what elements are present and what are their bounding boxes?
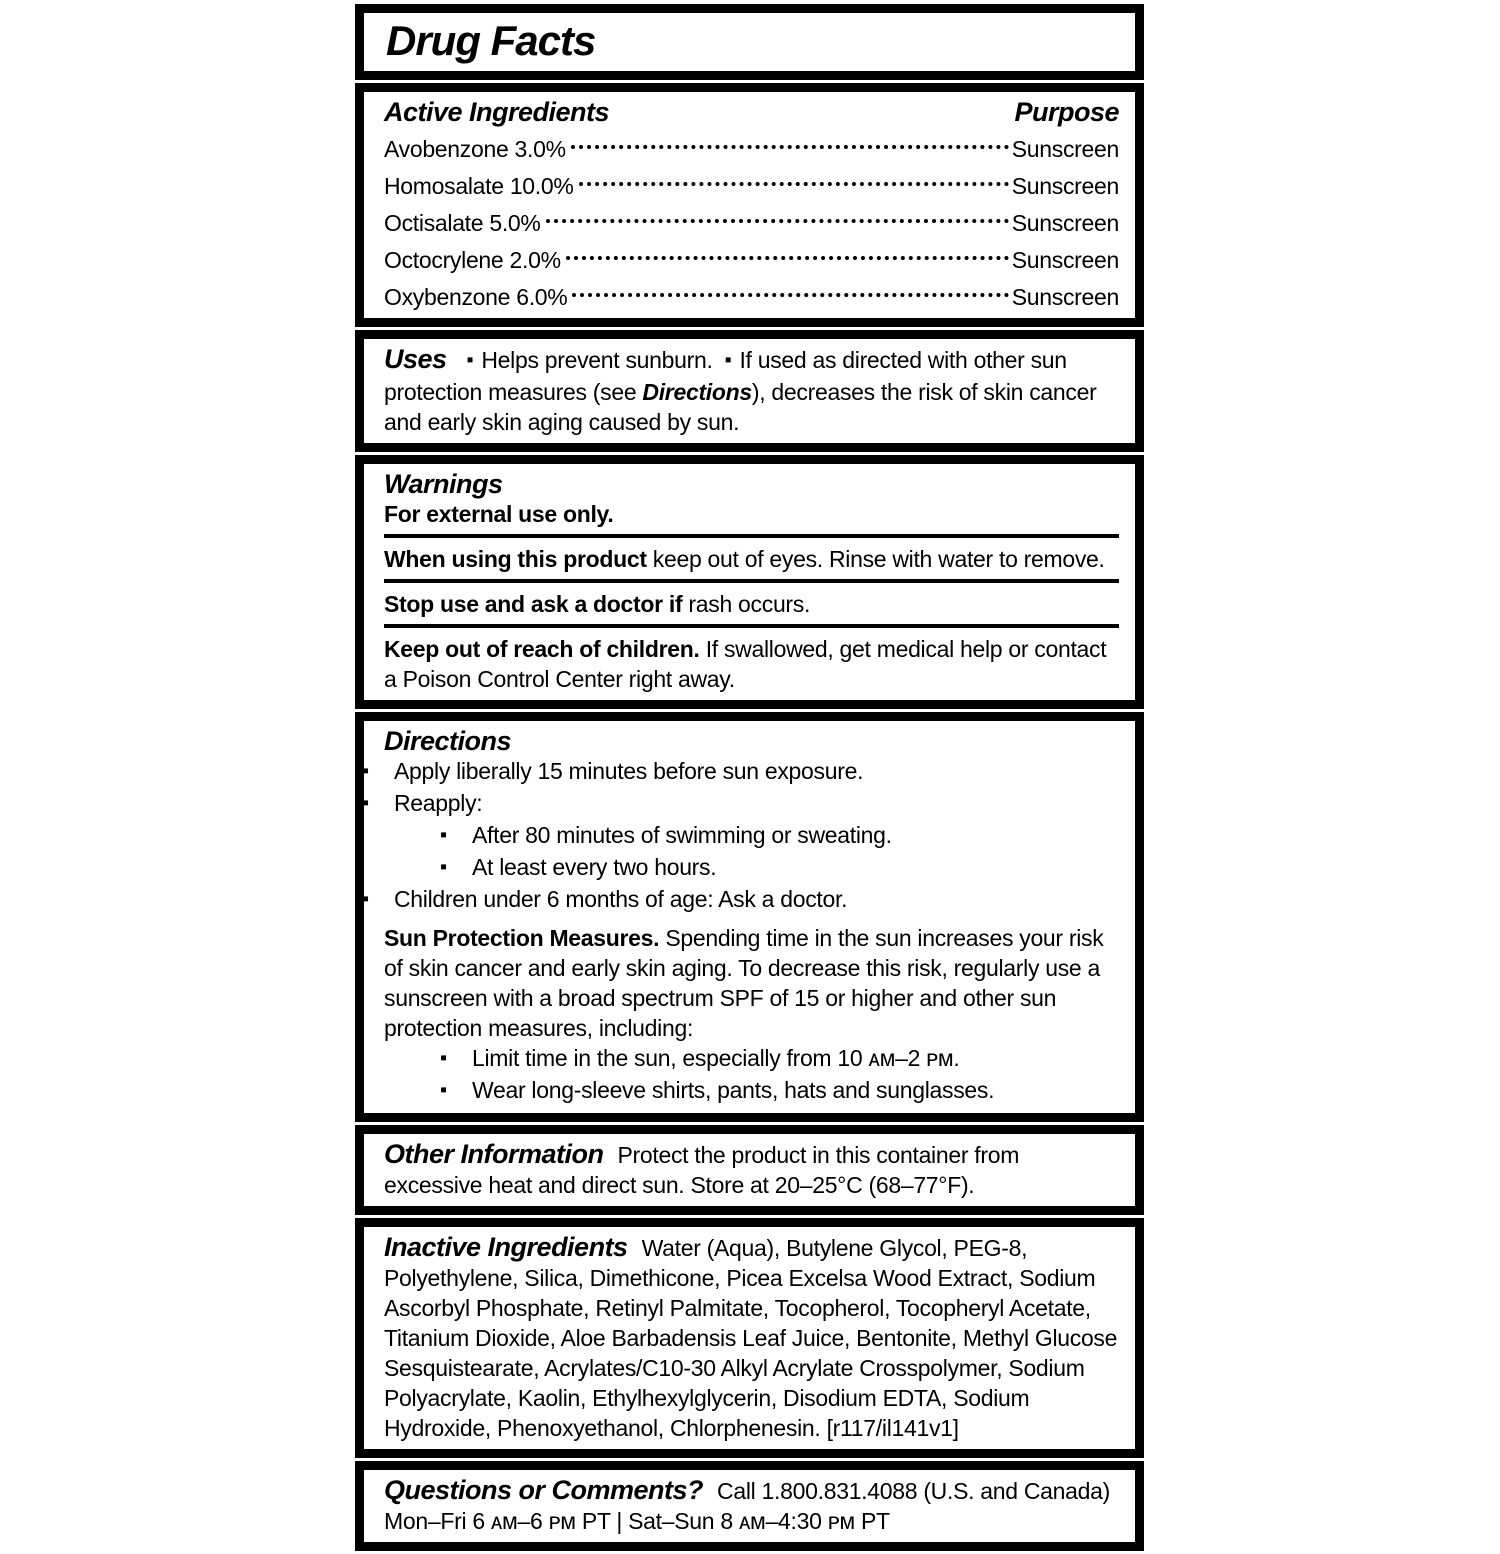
direction-item-two-hours: ▪ At least every two hours. (440, 854, 717, 880)
ingredient-purpose: Sunscreen (1011, 284, 1119, 310)
leader-dots (574, 164, 1012, 194)
other-information-section (355, 1125, 1144, 1215)
uses-item-1: Helps prevent sunburn. (481, 347, 713, 373)
drug-facts-title-box (355, 4, 1144, 80)
ingredient-row (384, 238, 1119, 275)
ingredient-name: Oxybenzone 6.0% (384, 284, 568, 310)
ingredient-purpose: Sunscreen (1011, 136, 1119, 162)
questions-heading: Questions or Comments? (384, 1475, 704, 1505)
inactive-ingredients-paragraph (384, 1232, 1119, 1443)
stop-use-statement (384, 589, 1119, 619)
direction-item-children: ▪ Children under 6 months of age: Ask a doctor. (362, 886, 848, 912)
drug-facts-label (355, 4, 1144, 1554)
keep-out-statement (384, 634, 1119, 694)
stop-use-rest: rash occurs. (682, 591, 811, 617)
external-use-statement: For external use only. (384, 501, 614, 527)
ingredient-row (384, 127, 1119, 164)
leader-dots (566, 127, 1012, 157)
direction-item-after-80: ▪ After 80 minutes of swimming or sweating. (440, 822, 892, 848)
bullet-icon: ▪ (466, 349, 474, 371)
sun-item-limit-time: ▪ Limit time in the sun, especially from 10 ᴀᴍ–2 ᴘᴍ. (440, 1045, 960, 1071)
when-using-statement (384, 544, 1119, 574)
ingredient-purpose: Sunscreen (1011, 173, 1119, 199)
direction-text: Apply liberally 15 minutes before sun exposure. (394, 758, 864, 784)
other-information-text: Protect the product in this container from excessive heat and direct sun. Store at 20–25°C (68–77°F). (384, 1142, 1020, 1198)
ingredient-name: Homosalate 10.0% (384, 173, 574, 199)
uses-heading: Uses (384, 344, 447, 374)
direction-text: Wear long-sleeve shirts, pants, hats and sunglasses. (472, 1077, 995, 1103)
divider-rule (384, 579, 1119, 583)
leader-dots (561, 238, 1012, 268)
direction-text: Children under 6 months of age: Ask a doctor. (394, 886, 848, 912)
direction-text: At least every two hours. (472, 854, 717, 880)
ingredient-purpose: Sunscreen (1011, 247, 1119, 273)
ingredient-purpose: Sunscreen (1011, 210, 1119, 236)
direction-text: Reapply: (394, 790, 483, 816)
ingredient-name: Octocrylene 2.0% (384, 247, 561, 273)
inactive-ingredients-text: Water (Aqua), Butylene Glycol, PEG-8, Polyethylene, Silica, Dimethicone, Picea Excelsa Wood Extract, Sodium Ascorbyl Phosphate, Retinyl Palmitate, Tocopherol, Tocopheryl Acetate, Titanium Dioxide, Aloe Barbadensis Leaf Juice, Bentonite, Methyl Glucose Sesquistearate, Acrylates/C10-30 Alkyl Acrylate Crosspolymer, Sodium Polyacrylate, Kaolin, Ethylhexylglycerin, Disodium EDTA, Sodium Hydroxide, Phenoxyethanol, Chlorphenesin. [r117/il141v1] (384, 1235, 1118, 1441)
ingredient-row (384, 201, 1119, 238)
ingredient-row (384, 164, 1119, 201)
directions-section (355, 712, 1144, 1122)
direction-text: After 80 minutes of swimming or sweating. (472, 822, 892, 848)
inactive-ingredients-heading: Inactive Ingredients (384, 1232, 628, 1262)
other-information-heading: Other Information (384, 1139, 604, 1169)
direction-text: Limit time in the sun, especially from 10 ᴀᴍ–2 ᴘᴍ. (472, 1045, 960, 1071)
ingredient-name: Octisalate 5.0% (384, 210, 541, 236)
when-using-rest: keep out of eyes. Rinse with water to remove. (646, 546, 1105, 572)
sun-protection-rest: Spending time in the sun increases your risk of skin cancer and early skin aging. To decrease this risk, regularly use a sunscreen with a broad spectrum SPF of 15 or higher and other sun protection measures, including: (384, 925, 1104, 1041)
directions-heading: Directions (384, 726, 512, 756)
drug-facts-title: Drug Facts (386, 17, 596, 64)
leader-dots (541, 201, 1012, 231)
keep-out-rest: If swallowed, get medical help or contact a Poison Control Center right away. (384, 636, 1107, 692)
other-information-paragraph (384, 1139, 1119, 1200)
uses-item-2-pre: If used as directed with other sun protection measures (see (384, 347, 1067, 405)
keep-out-lead: Keep out of reach of children. (384, 636, 700, 662)
sun-protection-paragraph (384, 923, 1119, 1043)
uses-item-2-post: ), decreases the risk of skin cancer and early skin aging caused by sun. (384, 379, 1097, 435)
questions-line (384, 1475, 1119, 1506)
uses-section (355, 330, 1144, 452)
divider-rule (384, 534, 1119, 538)
questions-call-text: Call 1.800.831.4088 (U.S. and Canada) (717, 1478, 1110, 1504)
when-using-lead: When using this product (384, 546, 647, 572)
ingredient-row (384, 275, 1119, 312)
sun-protection-lead: Sun Protection Measures. (384, 925, 660, 951)
direction-item-reapply: ▪ Reapply: (362, 790, 483, 816)
inactive-ingredients-section (355, 1218, 1144, 1458)
divider-rule (384, 624, 1119, 628)
direction-item-apply: ▪ Apply liberally 15 minutes before sun exposure. (362, 758, 864, 784)
sun-item-wear: ▪ Wear long-sleeve shirts, pants, hats and sunglasses. (440, 1077, 995, 1103)
purpose-heading: Purpose (1014, 97, 1119, 127)
uses-paragraph (384, 344, 1119, 437)
active-ingredients-section (355, 83, 1144, 327)
stop-use-lead: Stop use and ask a doctor if (384, 591, 683, 617)
questions-section (355, 1461, 1144, 1551)
warnings-section (355, 455, 1144, 709)
ingredient-name: Avobenzone 3.0% (384, 136, 566, 162)
warnings-heading: Warnings (384, 469, 503, 499)
bullet-icon: ▪ (724, 349, 732, 371)
questions-hours: Mon–Fri 6 ᴀᴍ–6 ᴘᴍ PT | Sat–Sun 8 ᴀᴍ–4:30 ᴘᴍ PT (384, 1508, 890, 1534)
leader-dots (567, 275, 1011, 305)
active-ingredients-header-row (384, 97, 1119, 127)
active-ingredients-heading: Active Ingredients (384, 97, 610, 127)
directions-reference: Directions (642, 379, 752, 405)
